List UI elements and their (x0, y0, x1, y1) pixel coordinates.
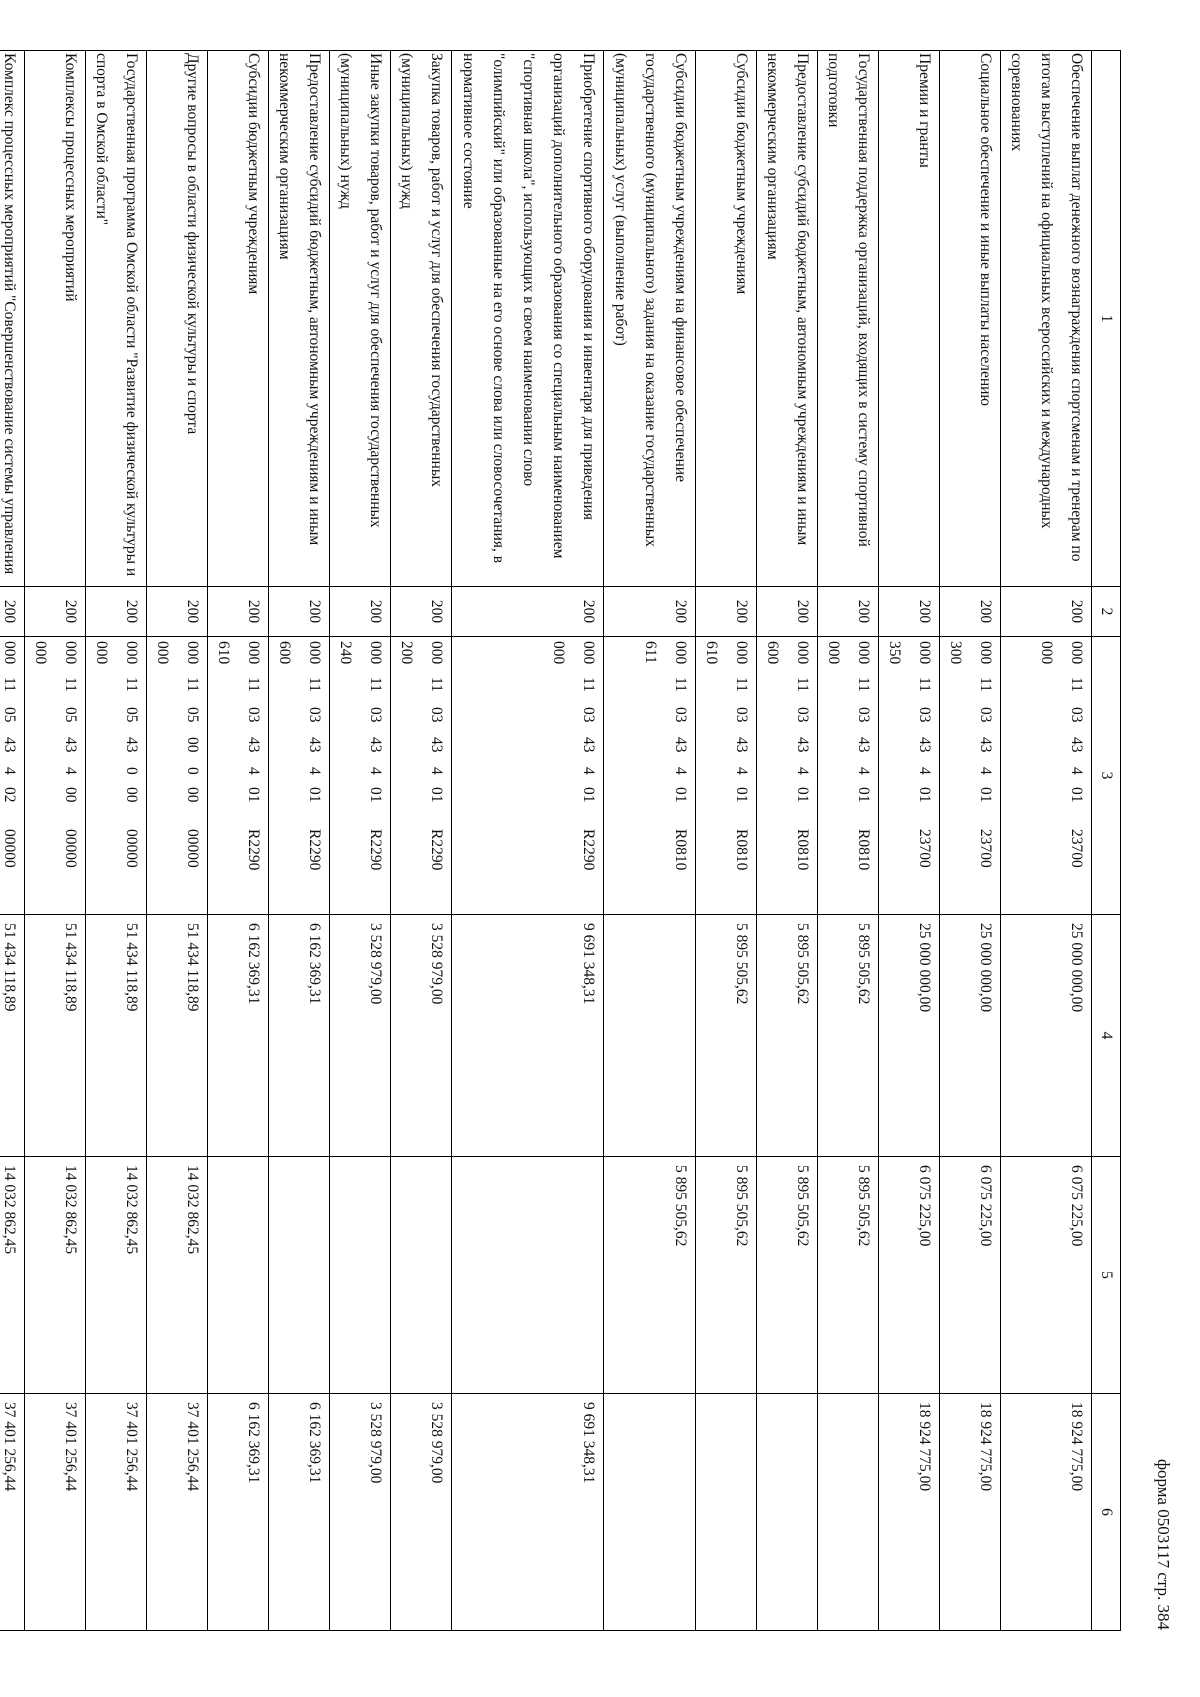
budget-code-part: R2290 (580, 829, 597, 871)
budget-code-cell (452, 637, 604, 915)
budget-code-part: 05 (62, 707, 79, 723)
budget-code-part: 4 (1, 767, 18, 775)
budget-code-part: 05 (1, 707, 18, 723)
budget-code-cell (269, 637, 330, 915)
table-row (757, 51, 818, 1631)
budget-code-part: 43 (977, 737, 994, 753)
budget-code-part: 43 (123, 737, 140, 753)
budget-code-part: 4 (733, 767, 750, 775)
approved-amount-cell: 51 434 118,89 (147, 915, 208, 1157)
executed-amount-cell (452, 1157, 604, 1394)
row-code-cell: 200 (696, 587, 757, 637)
budget-code-part: 00 (184, 737, 201, 753)
approved-amount-cell: 51 434 118,89 (86, 915, 147, 1157)
row-name-cell: Другие вопросы в области физической культуры и спорта (147, 51, 208, 587)
budget-code-part: 11 (1, 677, 18, 692)
budget-code-cell (208, 637, 269, 915)
executed-amount-cell: 14 032 862,45 (0, 1157, 25, 1394)
budget-code-part: 43 (1068, 737, 1085, 753)
budget-code-part: 4 (245, 767, 262, 775)
executed-amount-cell (269, 1157, 330, 1394)
budget-code-part: 00 (184, 787, 201, 803)
budget-code-part: 000 (733, 641, 750, 665)
executed-amount-cell: 5 895 505,62 (604, 1157, 696, 1394)
row-code-cell: 200 (147, 587, 208, 637)
budget-code-part: 00 (62, 787, 79, 803)
budget-code-part: 4 (916, 767, 933, 775)
row-name-cell: Закупка товаров, работ и услуг для обеспечения государственных (муниципальных) нужд (391, 51, 452, 587)
row-code-cell: 200 (391, 587, 452, 637)
approved-amount-cell: 25 000 000,00 (1001, 915, 1092, 1157)
table-row (452, 51, 604, 1631)
approved-amount-cell: 5 895 505,62 (818, 915, 879, 1157)
budget-code-part: 01 (428, 787, 445, 803)
budget-table (0, 50, 1121, 1631)
row-code-cell: 200 (86, 587, 147, 637)
budget-code-part: 01 (580, 787, 597, 803)
budget-code-part: 610 (215, 641, 232, 665)
executed-amount-cell: 5 895 505,62 (696, 1157, 757, 1394)
budget-code-cell (1001, 637, 1092, 915)
budget-code-part: 03 (977, 707, 994, 723)
row-name-cell: Субсидии бюджетным учреждениям (208, 51, 269, 587)
row-code-cell: 200 (1001, 587, 1092, 637)
budget-code-part: 01 (367, 787, 384, 803)
table-row (879, 51, 940, 1631)
table-row (330, 51, 391, 1631)
budget-code-cell (757, 637, 818, 915)
header-cell: 5 (1092, 1157, 1121, 1394)
budget-code-part: 000 (580, 641, 597, 665)
budget-code-part: 23700 (1068, 829, 1085, 868)
budget-code-part: 600 (276, 641, 293, 665)
row-code-cell: 200 (604, 587, 696, 637)
row-code-cell: 200 (879, 587, 940, 637)
budget-code-part: 0 (184, 767, 201, 775)
budget-code-part: 000 (62, 641, 79, 665)
budget-code-part: 01 (855, 787, 872, 803)
approved-amount-cell: 6 162 369,31 (208, 915, 269, 1157)
unexecuted-amount-cell: 6 162 369,31 (208, 1394, 269, 1631)
table-row (86, 51, 147, 1631)
budget-code-part: 11 (733, 677, 750, 692)
budget-code-part: 4 (428, 767, 445, 775)
budget-code-part: 000 (977, 641, 994, 665)
budget-code-part: 000 (550, 641, 567, 665)
approved-amount-cell: 51 434 118,89 (0, 915, 25, 1157)
budget-code-part: 03 (306, 707, 323, 723)
budget-code-part: 43 (1, 737, 18, 753)
budget-code-part: 11 (245, 677, 262, 692)
budget-code-part: 350 (886, 641, 903, 665)
budget-code-part: 00000 (62, 829, 79, 868)
row-code-cell: 200 (757, 587, 818, 637)
unexecuted-amount-cell: 37 401 256,44 (0, 1394, 25, 1631)
executed-amount-cell: 6 075 225,00 (1001, 1157, 1092, 1394)
budget-code-part: 4 (62, 767, 79, 775)
approved-amount-cell: 25 000 000,00 (940, 915, 1001, 1157)
unexecuted-amount-cell: 37 401 256,44 (147, 1394, 208, 1631)
table-row (604, 51, 696, 1631)
budget-code-cell (696, 637, 757, 915)
executed-amount-cell: 5 895 505,62 (818, 1157, 879, 1394)
budget-code-part: 000 (367, 641, 384, 665)
approved-amount-cell: 6 162 369,31 (269, 915, 330, 1157)
budget-code-part: 000 (1, 641, 18, 665)
row-code-cell: 200 (452, 587, 604, 637)
approved-amount-cell: 51 434 118,89 (25, 915, 86, 1157)
budget-code-part: 43 (62, 737, 79, 753)
unexecuted-amount-cell: 37 401 256,44 (86, 1394, 147, 1631)
budget-code-part: 11 (62, 677, 79, 692)
header-cell: 4 (1092, 915, 1121, 1157)
budget-code-cell (604, 637, 696, 915)
budget-code-part: 43 (733, 737, 750, 753)
header-cell: 3 (1092, 637, 1121, 915)
budget-code-cell (818, 637, 879, 915)
row-name-cell: Комплекс процессных мероприятий "Совершенствование системы управления (0, 51, 25, 587)
header-cell: 6 (1092, 1394, 1121, 1631)
budget-code-part: 00000 (1, 829, 18, 868)
row-name-cell: Обеспечение выплат денежного вознаграждения спортсменам и тренерам по итогам выступлений на официальных всероссийских и международных соревнованиях (1001, 51, 1092, 587)
table-row (940, 51, 1001, 1631)
budget-code-part: 03 (367, 707, 384, 723)
budget-code-part: 11 (1068, 677, 1085, 692)
executed-amount-cell: 6 075 225,00 (940, 1157, 1001, 1394)
budget-code-part: 03 (1068, 707, 1085, 723)
budget-code-part: R0810 (733, 829, 750, 871)
table-row (696, 51, 757, 1631)
budget-code-part: 610 (703, 641, 720, 665)
budget-code-part: 000 (794, 641, 811, 665)
budget-code-part: 11 (428, 677, 445, 692)
budget-code-part: 00000 (123, 829, 140, 868)
budget-code-part: 11 (580, 677, 597, 692)
budget-code-part: 11 (916, 677, 933, 692)
row-name-cell: Иные закупки товаров, работ и услуг для обеспечения государственных (муниципальных) нужд (330, 51, 391, 587)
budget-code-part: 03 (580, 707, 597, 723)
budget-code-part: 000 (1038, 641, 1055, 665)
budget-code-part: 200 (398, 641, 415, 665)
row-name-cell: Премии и гранты (879, 51, 940, 587)
budget-code-part: 03 (245, 707, 262, 723)
table-row (208, 51, 269, 1631)
budget-code-part: 01 (1068, 787, 1085, 803)
budget-code-part: 03 (916, 707, 933, 723)
approved-amount-cell: 25 000 000,00 (879, 915, 940, 1157)
budget-code-part: 02 (1, 787, 18, 803)
budget-code-part: R2290 (367, 829, 384, 871)
table-row (269, 51, 330, 1631)
budget-code-part: 43 (428, 737, 445, 753)
budget-code-part: 4 (977, 767, 994, 775)
executed-amount-cell (391, 1157, 452, 1394)
budget-code-part: R2290 (306, 829, 323, 871)
row-name-cell: Комплексы процессных мероприятий (25, 51, 86, 587)
budget-code-part: 4 (794, 767, 811, 775)
budget-code-part: 23700 (977, 829, 994, 868)
budget-code-part: 240 (337, 641, 354, 665)
budget-code-part: 11 (672, 677, 689, 692)
executed-amount-cell: 6 075 225,00 (879, 1157, 940, 1394)
approved-amount-cell (604, 915, 696, 1157)
rotated-sheet (1, 50, 1173, 1630)
approved-amount-cell: 9 691 348,31 (452, 915, 604, 1157)
budget-code-cell (391, 637, 452, 915)
budget-code-part: R0810 (855, 829, 872, 871)
table-row (1001, 51, 1092, 1631)
budget-code-part: 43 (672, 737, 689, 753)
budget-code-part: 300 (947, 641, 964, 665)
executed-amount-cell (330, 1157, 391, 1394)
budget-code-part: 4 (855, 767, 872, 775)
unexecuted-amount-cell: 18 924 775,00 (879, 1394, 940, 1631)
budget-code-part: 11 (367, 677, 384, 692)
budget-code-part: 00000 (184, 829, 201, 868)
budget-code-part: 000 (184, 641, 201, 665)
budget-code-part: 00 (123, 787, 140, 803)
budget-code-cell (0, 637, 25, 915)
unexecuted-amount-cell (757, 1394, 818, 1631)
budget-code-part: 4 (580, 767, 597, 775)
table-row (818, 51, 879, 1631)
budget-code-part: 4 (306, 767, 323, 775)
budget-code-part: 600 (764, 641, 781, 665)
table-row (391, 51, 452, 1631)
budget-code-part: 05 (184, 707, 201, 723)
budget-code-part: 03 (733, 707, 750, 723)
budget-code-part: R2290 (428, 829, 445, 871)
executed-amount-cell (208, 1157, 269, 1394)
budget-code-part: 4 (1068, 767, 1085, 775)
executed-amount-cell: 5 895 505,62 (757, 1157, 818, 1394)
unexecuted-amount-cell: 18 924 775,00 (940, 1394, 1001, 1631)
budget-code-part: 4 (672, 767, 689, 775)
budget-code-part: 43 (916, 737, 933, 753)
budget-code-part: R2290 (245, 829, 262, 871)
budget-code-part: 000 (428, 641, 445, 665)
budget-code-cell (147, 637, 208, 915)
budget-code-part: 11 (977, 677, 994, 692)
budget-code-part: 43 (580, 737, 597, 753)
budget-code-part: 01 (916, 787, 933, 803)
budget-code-part: 03 (794, 707, 811, 723)
budget-code-cell (86, 637, 147, 915)
table-row (0, 51, 25, 1631)
budget-code-part: 0 (123, 767, 140, 775)
budget-code-part: 01 (672, 787, 689, 803)
unexecuted-amount-cell: 9 691 348,31 (452, 1394, 604, 1631)
budget-code-part: 43 (794, 737, 811, 753)
form-label: форма 0503117 стр. 384 (1154, 1459, 1173, 1630)
unexecuted-amount-cell: 37 401 256,44 (25, 1394, 86, 1631)
row-name-cell: Государственная поддержка организаций, входящих в систему спортивной подготовки (818, 51, 879, 587)
budget-code-cell (940, 637, 1001, 915)
unexecuted-amount-cell: 6 162 369,31 (269, 1394, 330, 1631)
budget-code-part: R0810 (672, 829, 689, 871)
row-name-cell: Предоставление субсидий бюджетным, автономным учреждениям и иным некоммерческим организациям (757, 51, 818, 587)
executed-amount-cell: 14 032 862,45 (147, 1157, 208, 1394)
budget-code-part: 23700 (916, 829, 933, 868)
row-code-cell: 200 (269, 587, 330, 637)
budget-code-part: 611 (642, 641, 659, 664)
row-code-cell: 200 (0, 587, 25, 637)
budget-code-part: 43 (306, 737, 323, 753)
budget-code-part: 000 (1068, 641, 1085, 665)
row-code-cell: 200 (25, 587, 86, 637)
budget-code-part: 000 (123, 641, 140, 665)
approved-amount-cell: 5 895 505,62 (757, 915, 818, 1157)
budget-code-part: 000 (32, 641, 49, 665)
budget-code-cell (879, 637, 940, 915)
header-cell: 1 (1092, 51, 1121, 587)
budget-code-part: 11 (184, 677, 201, 692)
budget-code-part: 11 (306, 677, 323, 692)
row-name-cell: Предоставление субсидий бюджетным, автономным учреждениям и иным некоммерческим организациям (269, 51, 330, 587)
budget-code-part: 000 (93, 641, 110, 665)
row-name-cell: Государственная программа Омской области "Развитие физической культуры и спорта в Омской области" (86, 51, 147, 587)
budget-code-part: 11 (855, 677, 872, 692)
row-name-cell: Приобретение спортивного оборудования и инвентаря для приведения организаций дополнительного образования со специальным наименованием "спортивная школа", использующих в своем наименовании слово "олимпийский" или образованные на его основе слова или словосочетания, в нормативное состояние (452, 51, 604, 587)
row-name-cell: Субсидии бюджетным учреждениям (696, 51, 757, 587)
budget-code-part: R0810 (794, 829, 811, 871)
row-code-cell: 200 (208, 587, 269, 637)
budget-code-part: 01 (977, 787, 994, 803)
budget-code-part: 000 (154, 641, 171, 665)
executed-amount-cell: 14 032 862,45 (25, 1157, 86, 1394)
table-row (25, 51, 86, 1631)
header-cell: 2 (1092, 587, 1121, 637)
budget-code-part: 03 (672, 707, 689, 723)
unexecuted-amount-cell: 3 528 979,00 (330, 1394, 391, 1631)
budget-code-part: 11 (794, 677, 811, 692)
budget-code-part: 000 (855, 641, 872, 665)
budget-code-part: 01 (733, 787, 750, 803)
budget-code-part: 000 (672, 641, 689, 665)
budget-code-part: 05 (123, 707, 140, 723)
budget-code-part: 11 (123, 677, 140, 692)
budget-code-part: 000 (825, 641, 842, 665)
budget-code-cell (330, 637, 391, 915)
row-name-cell: Социальное обеспечение и иные выплаты населению (940, 51, 1001, 587)
budget-code-part: 000 (306, 641, 323, 665)
approved-amount-cell: 5 895 505,62 (696, 915, 757, 1157)
budget-code-part: 43 (367, 737, 384, 753)
approved-amount-cell: 3 528 979,00 (330, 915, 391, 1157)
budget-code-part: 000 (916, 641, 933, 665)
unexecuted-amount-cell (818, 1394, 879, 1631)
budget-code-part: 01 (794, 787, 811, 803)
executed-amount-cell: 14 032 862,45 (86, 1157, 147, 1394)
unexecuted-amount-cell (696, 1394, 757, 1631)
budget-code-part: 03 (428, 707, 445, 723)
budget-code-part: 43 (855, 737, 872, 753)
budget-code-part: 43 (245, 737, 262, 753)
header-row (1092, 51, 1121, 1631)
budget-code-part: 4 (367, 767, 384, 775)
row-code-cell: 200 (818, 587, 879, 637)
row-code-cell: 200 (940, 587, 1001, 637)
budget-code-part: 000 (245, 641, 262, 665)
approved-amount-cell: 3 528 979,00 (391, 915, 452, 1157)
unexecuted-amount-cell (604, 1394, 696, 1631)
budget-code-cell (25, 637, 86, 915)
row-name-cell: Субсидии бюджетным учреждениям на финансовое обеспечение государственного (муниципального) задания на оказание государственных (муниципальных) услуг (выполнение работ) (604, 51, 696, 587)
unexecuted-amount-cell: 3 528 979,00 (391, 1394, 452, 1631)
budget-code-part: 03 (855, 707, 872, 723)
budget-code-part: 01 (245, 787, 262, 803)
row-code-cell: 200 (330, 587, 391, 637)
table-row (147, 51, 208, 1631)
unexecuted-amount-cell: 18 924 775,00 (1001, 1394, 1092, 1631)
budget-code-part: 01 (306, 787, 323, 803)
